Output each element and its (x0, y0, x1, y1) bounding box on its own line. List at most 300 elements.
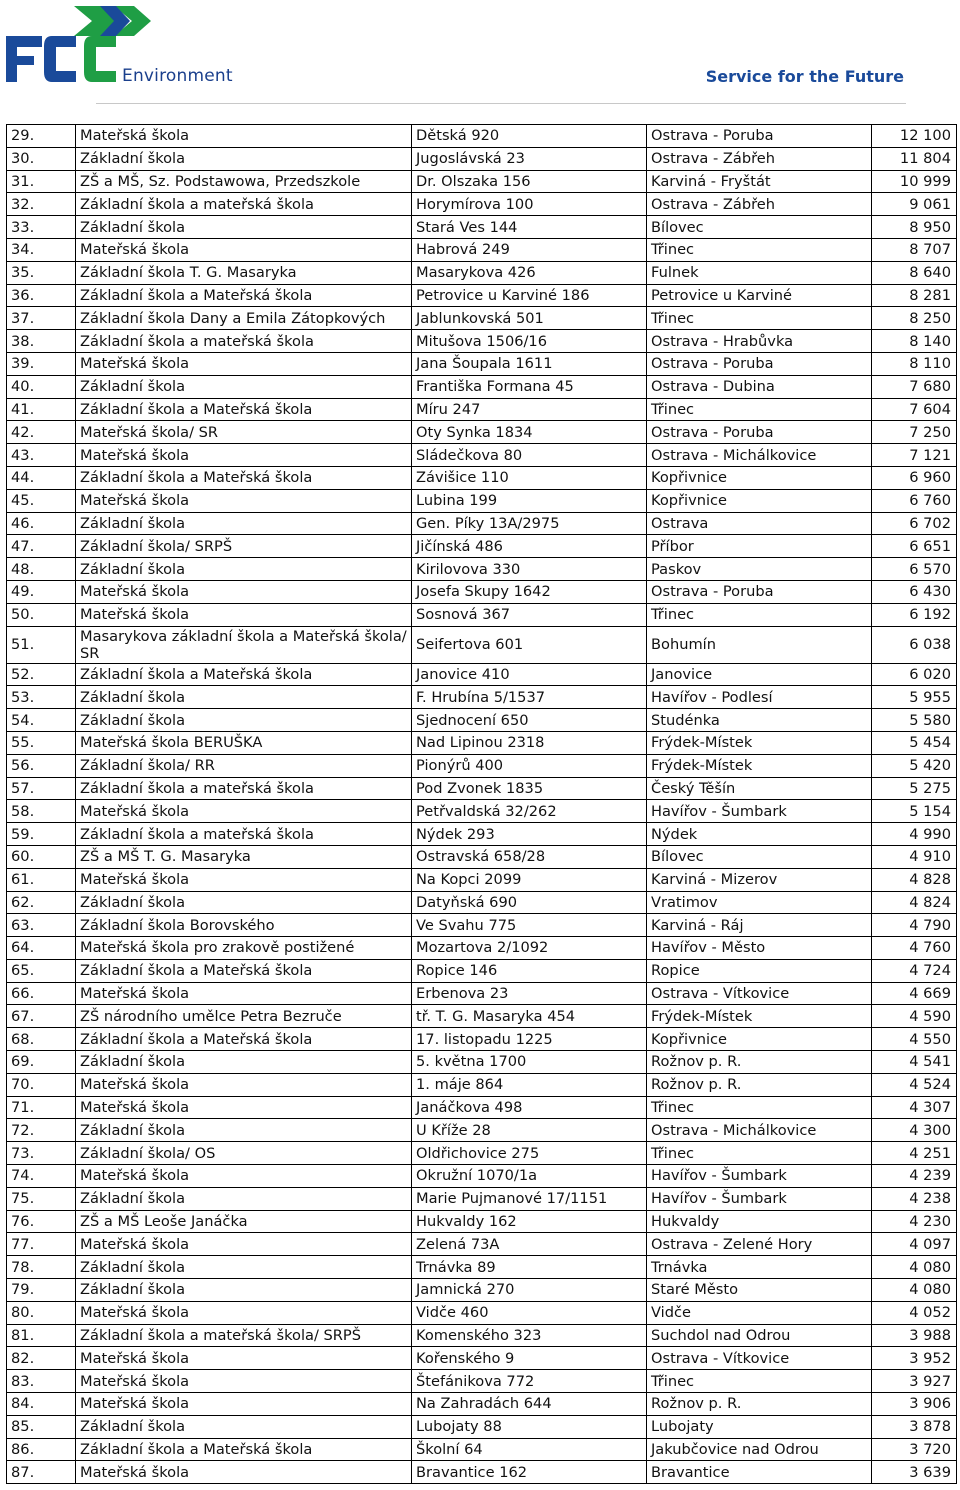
table-row (7, 914, 957, 937)
school-city: Bohumín (647, 626, 872, 663)
table-row (7, 535, 957, 558)
table-row (7, 754, 957, 777)
school-city: Bravantice (647, 1461, 872, 1484)
school-name: Základní škola/ OS (76, 1142, 412, 1165)
school-city: Havířov - Šumbark (647, 800, 872, 823)
school-address: Sládečkova 80 (412, 444, 647, 467)
school-city: Karviná - Fryštát (647, 170, 872, 193)
school-city: Ostrava - Poruba (647, 580, 872, 603)
school-value: 4 669 (872, 982, 957, 1005)
school-address: Jana Šoupala 1611 (412, 352, 647, 375)
row-number: 37. (7, 307, 76, 330)
school-value: 3 720 (872, 1438, 957, 1461)
row-number: 69. (7, 1051, 76, 1074)
school-value: 4 300 (872, 1119, 957, 1142)
school-city: Frýdek-Místek (647, 731, 872, 754)
table-row (7, 1142, 957, 1165)
school-city: Havířov - Šumbark (647, 1187, 872, 1210)
table-row (7, 663, 957, 686)
school-address: Na Zahradách 644 (412, 1393, 647, 1416)
table-row (7, 1370, 957, 1393)
school-address: Dětská 920 (412, 125, 647, 148)
school-address: Masarykova 426 (412, 261, 647, 284)
table-row (7, 444, 957, 467)
school-city: Třinec (647, 1370, 872, 1393)
school-name: Základní škola (76, 1415, 412, 1438)
table-row (7, 982, 957, 1005)
row-number: 46. (7, 512, 76, 535)
table-row (7, 466, 957, 489)
school-value: 5 580 (872, 709, 957, 732)
school-value: 6 702 (872, 512, 957, 535)
school-name: Základní škola Borovského (76, 914, 412, 937)
school-address: Bravantice 162 (412, 1461, 647, 1484)
school-address: Habrová 249 (412, 238, 647, 261)
school-address: Petřvaldská 32/262 (412, 800, 647, 823)
school-city: Karviná - Ráj (647, 914, 872, 937)
row-number: 76. (7, 1210, 76, 1233)
school-name: Mateřská škola pro zrakově postižené (76, 937, 412, 960)
school-address: Zelená 73A (412, 1233, 647, 1256)
table-row (7, 284, 957, 307)
school-value: 3 878 (872, 1415, 957, 1438)
row-number: 73. (7, 1142, 76, 1165)
school-address: Oldřichovice 275 (412, 1142, 647, 1165)
row-number: 40. (7, 375, 76, 398)
row-number: 81. (7, 1324, 76, 1347)
school-value: 4 080 (872, 1256, 957, 1279)
row-number: 53. (7, 686, 76, 709)
school-city: Ostrava - Michálkovice (647, 1119, 872, 1142)
row-number: 45. (7, 489, 76, 512)
row-number: 80. (7, 1301, 76, 1324)
table-row (7, 1051, 957, 1074)
row-number: 43. (7, 444, 76, 467)
school-city: Nýdek (647, 823, 872, 846)
school-value: 6 038 (872, 626, 957, 663)
school-city: Havířov - Podlesí (647, 686, 872, 709)
school-value: 4 990 (872, 823, 957, 846)
school-address: Závišice 110 (412, 466, 647, 489)
school-city: Příbor (647, 535, 872, 558)
school-value: 7 121 (872, 444, 957, 467)
row-number: 42. (7, 421, 76, 444)
table-row (7, 580, 957, 603)
school-name: Mateřská škola (76, 1096, 412, 1119)
row-number: 78. (7, 1256, 76, 1279)
school-name: Základní škola (76, 1187, 412, 1210)
school-city: Ostrava - Poruba (647, 125, 872, 148)
school-name: Mateřská škola (76, 982, 412, 1005)
school-city: Třinec (647, 1096, 872, 1119)
school-value: 8 281 (872, 284, 957, 307)
schools-table-wrapper (6, 124, 957, 1484)
school-city: Třinec (647, 307, 872, 330)
school-city: Vratimov (647, 891, 872, 914)
school-address: Janáčkova 498 (412, 1096, 647, 1119)
slogan: Service for the Future (705, 67, 904, 86)
school-name: Mateřská škola BERUŠKA (76, 731, 412, 754)
school-value: 4 524 (872, 1073, 957, 1096)
table-row (7, 512, 957, 535)
school-name: Základní škola/ SRPŠ (76, 535, 412, 558)
school-address: F. Hrubína 5/1537 (412, 686, 647, 709)
school-name: Základní škola a Mateřská škola (76, 466, 412, 489)
school-name: Základní škola a Mateřská škola (76, 398, 412, 421)
row-number: 36. (7, 284, 76, 307)
row-number: 32. (7, 193, 76, 216)
school-value: 6 430 (872, 580, 957, 603)
row-number: 75. (7, 1187, 76, 1210)
page-header (0, 0, 960, 112)
table-row (7, 845, 957, 868)
row-number: 47. (7, 535, 76, 558)
school-address: Školní 64 (412, 1438, 647, 1461)
school-name: ZŠ a MŠ T. G. Masaryka (76, 845, 412, 868)
school-city: Rožnov p. R. (647, 1393, 872, 1416)
school-value: 3 906 (872, 1393, 957, 1416)
school-value: 4 052 (872, 1301, 957, 1324)
school-address: Mozartova 2/1092 (412, 937, 647, 960)
school-value: 5 955 (872, 686, 957, 709)
school-city: Ostrava - Zelené Hory (647, 1233, 872, 1256)
school-value: 4 910 (872, 845, 957, 868)
school-value: 4 790 (872, 914, 957, 937)
school-name: Základní škola Dany a Emila Zátopkových (76, 307, 412, 330)
table-row (7, 1119, 957, 1142)
school-name: Mateřská škola (76, 1301, 412, 1324)
school-name: Základní škola a mateřská škola (76, 193, 412, 216)
school-city: Studénka (647, 709, 872, 732)
row-number: 84. (7, 1393, 76, 1416)
row-number: 68. (7, 1028, 76, 1051)
school-address: Sosnová 367 (412, 603, 647, 626)
school-name: Základní škola a Mateřská škola (76, 663, 412, 686)
school-address: Františka Formana 45 (412, 375, 647, 398)
school-name: Základní škola (76, 375, 412, 398)
school-value: 4 828 (872, 868, 957, 891)
row-number: 50. (7, 603, 76, 626)
school-value: 8 707 (872, 238, 957, 261)
school-value: 4 590 (872, 1005, 957, 1028)
row-number: 66. (7, 982, 76, 1005)
school-city: Frýdek-Místek (647, 1005, 872, 1028)
row-number: 85. (7, 1415, 76, 1438)
row-number: 35. (7, 261, 76, 284)
school-name: Základní škola (76, 1279, 412, 1302)
school-address: Na Kopci 2099 (412, 868, 647, 891)
table-row (7, 421, 957, 444)
table-row (7, 937, 957, 960)
row-number: 49. (7, 580, 76, 603)
row-number: 60. (7, 845, 76, 868)
school-address: 1. máje 864 (412, 1073, 647, 1096)
school-address: 17. listopadu 1225 (412, 1028, 647, 1051)
row-number: 29. (7, 125, 76, 148)
school-value: 6 651 (872, 535, 957, 558)
school-address: Josefa Skupy 1642 (412, 580, 647, 603)
table-row (7, 1279, 957, 1302)
table-row (7, 959, 957, 982)
school-city: Ostrava - Michálkovice (647, 444, 872, 467)
school-name: Mateřská škola (76, 444, 412, 467)
school-city: Ostrava (647, 512, 872, 535)
table-row (7, 1233, 957, 1256)
school-city: Kopřivnice (647, 1028, 872, 1051)
school-address: Ve Svahu 775 (412, 914, 647, 937)
school-city: Ostrava - Poruba (647, 421, 872, 444)
table-row (7, 1096, 957, 1119)
school-name: Základní škola (76, 147, 412, 170)
school-value: 5 454 (872, 731, 957, 754)
school-name: Mateřská škola (76, 1347, 412, 1370)
school-value: 6 020 (872, 663, 957, 686)
school-city: Rožnov p. R. (647, 1051, 872, 1074)
school-name: Základní škola a Mateřská škola (76, 1438, 412, 1461)
row-number: 86. (7, 1438, 76, 1461)
school-value: 4 251 (872, 1142, 957, 1165)
row-number: 58. (7, 800, 76, 823)
school-value: 5 275 (872, 777, 957, 800)
school-city: Staré Město (647, 1279, 872, 1302)
school-address: Datyňská 690 (412, 891, 647, 914)
school-value: 5 420 (872, 754, 957, 777)
school-name: Základní škola a Mateřská škola (76, 284, 412, 307)
school-value: 12 100 (872, 125, 957, 148)
school-value: 4 541 (872, 1051, 957, 1074)
row-number: 83. (7, 1370, 76, 1393)
table-row (7, 800, 957, 823)
table-row (7, 1347, 957, 1370)
school-address: Pionýrů 400 (412, 754, 647, 777)
school-address: Jamnická 270 (412, 1279, 647, 1302)
row-number: 79. (7, 1279, 76, 1302)
school-city: Fulnek (647, 261, 872, 284)
table-row (7, 125, 957, 148)
row-number: 59. (7, 823, 76, 846)
school-value: 8 140 (872, 330, 957, 353)
table-row (7, 1438, 957, 1461)
school-city: Český Těšín (647, 777, 872, 800)
school-city: Třinec (647, 603, 872, 626)
school-name: Mateřská škola (76, 238, 412, 261)
school-address: Míru 247 (412, 398, 647, 421)
row-number: 82. (7, 1347, 76, 1370)
school-name: Základní škola (76, 1051, 412, 1074)
school-value: 4 238 (872, 1187, 957, 1210)
school-address: Jugoslávská 23 (412, 147, 647, 170)
school-name: Základní škola a mateřská škola (76, 777, 412, 800)
school-city: Třinec (647, 238, 872, 261)
school-address: Pod Zvonek 1835 (412, 777, 647, 800)
school-address: Mitušova 1506/16 (412, 330, 647, 353)
table-row (7, 731, 957, 754)
table-row (7, 193, 957, 216)
row-number: 74. (7, 1165, 76, 1188)
row-number: 33. (7, 216, 76, 239)
table-row (7, 823, 957, 846)
school-address: Horymírova 100 (412, 193, 647, 216)
school-city: Třinec (647, 398, 872, 421)
school-value: 4 824 (872, 891, 957, 914)
school-name: Základní škola a Mateřská škola (76, 959, 412, 982)
school-name: Mateřská škola (76, 125, 412, 148)
school-city: Ostrava - Vítkovice (647, 982, 872, 1005)
school-address: U Kříže 28 (412, 1119, 647, 1142)
table-row (7, 1165, 957, 1188)
row-number: 30. (7, 147, 76, 170)
header-divider (96, 103, 906, 104)
school-name: Mateřská škola (76, 1370, 412, 1393)
table-row (7, 1005, 957, 1028)
school-city: Ostrava - Poruba (647, 352, 872, 375)
school-city: Hukvaldy (647, 1210, 872, 1233)
school-name: Základní škola (76, 686, 412, 709)
school-name: Mateřská škola (76, 580, 412, 603)
school-name: Základní škola (76, 512, 412, 535)
school-value: 7 250 (872, 421, 957, 444)
school-address: Petrovice u Karviné 186 (412, 284, 647, 307)
school-city: Ostrava - Zábřeh (647, 147, 872, 170)
row-number: 57. (7, 777, 76, 800)
school-value: 4 080 (872, 1279, 957, 1302)
row-number: 64. (7, 937, 76, 960)
school-address: Hukvaldy 162 (412, 1210, 647, 1233)
school-address: Ropice 146 (412, 959, 647, 982)
school-name: Základní škola a mateřská škola/ SRPŠ (76, 1324, 412, 1347)
school-city: Třinec (647, 1142, 872, 1165)
table-row (7, 170, 957, 193)
school-value: 4 230 (872, 1210, 957, 1233)
school-city: Frýdek-Místek (647, 754, 872, 777)
school-address: Dr. Olszaka 156 (412, 170, 647, 193)
school-name: Mateřská škola (76, 1393, 412, 1416)
table-row (7, 238, 957, 261)
school-value: 7 680 (872, 375, 957, 398)
school-name: Základní škola (76, 558, 412, 581)
row-number: 52. (7, 663, 76, 686)
school-address: Kořenského 9 (412, 1347, 647, 1370)
school-name: Základní škola T. G. Masaryka (76, 261, 412, 284)
school-address: Jičínská 486 (412, 535, 647, 558)
school-value: 6 760 (872, 489, 957, 512)
school-city: Paskov (647, 558, 872, 581)
school-address: Lubina 199 (412, 489, 647, 512)
table-row (7, 330, 957, 353)
school-name: ZŠ a MŠ Leoše Janáčka (76, 1210, 412, 1233)
school-name: ZŠ národního umělce Petra Bezruče (76, 1005, 412, 1028)
row-number: 67. (7, 1005, 76, 1028)
row-number: 77. (7, 1233, 76, 1256)
row-number: 56. (7, 754, 76, 777)
school-city: Bílovec (647, 845, 872, 868)
school-address: Nad Lipinou 2318 (412, 731, 647, 754)
school-name: Masarykova základní škola a Mateřská škola/ SR (76, 626, 412, 663)
school-value: 6 960 (872, 466, 957, 489)
school-city: Jakubčovice nad Odrou (647, 1438, 872, 1461)
school-city: Ropice (647, 959, 872, 982)
school-address: Komenského 323 (412, 1324, 647, 1347)
school-city: Petrovice u Karviné (647, 284, 872, 307)
school-city: Rožnov p. R. (647, 1073, 872, 1096)
school-value: 8 950 (872, 216, 957, 239)
table-row (7, 147, 957, 170)
school-city: Kopřivnice (647, 489, 872, 512)
row-number: 39. (7, 352, 76, 375)
school-address: Sjednocení 650 (412, 709, 647, 732)
school-name: Mateřská škola (76, 1165, 412, 1188)
school-address: Štefánikova 772 (412, 1370, 647, 1393)
school-name: ZŠ a MŠ, Sz. Podstawowa, Przedszkole (76, 170, 412, 193)
school-value: 6 570 (872, 558, 957, 581)
school-value: 7 604 (872, 398, 957, 421)
school-address: Marie Pujmanové 17/1151 (412, 1187, 647, 1210)
school-value: 6 192 (872, 603, 957, 626)
school-value: 4 760 (872, 937, 957, 960)
table-row (7, 489, 957, 512)
school-value: 3 988 (872, 1324, 957, 1347)
row-number: 63. (7, 914, 76, 937)
school-name: Mateřská škola (76, 800, 412, 823)
table-row (7, 1393, 957, 1416)
school-city: Havířov - Město (647, 937, 872, 960)
school-name: Mateřská škola (76, 1073, 412, 1096)
school-value: 5 154 (872, 800, 957, 823)
school-name: Základní škola a mateřská škola (76, 823, 412, 846)
school-name: Mateřská škola/ SR (76, 421, 412, 444)
school-name: Základní škola (76, 216, 412, 239)
school-address: Erbenova 23 (412, 982, 647, 1005)
table-row (7, 709, 957, 732)
school-value: 4 307 (872, 1096, 957, 1119)
school-address: Nýdek 293 (412, 823, 647, 846)
school-city: Vidče (647, 1301, 872, 1324)
row-number: 44. (7, 466, 76, 489)
table-row (7, 1187, 957, 1210)
table-row (7, 1028, 957, 1051)
school-address: Okružní 1070/1a (412, 1165, 647, 1188)
table-row (7, 398, 957, 421)
table-row (7, 1301, 957, 1324)
schools-table (6, 124, 957, 1484)
table-row (7, 603, 957, 626)
school-address: Vidče 460 (412, 1301, 647, 1324)
school-name: Základní škola a mateřská škola (76, 330, 412, 353)
row-number: 87. (7, 1461, 76, 1484)
school-city: Lubojaty (647, 1415, 872, 1438)
row-number: 51. (7, 626, 76, 663)
school-address: Lubojaty 88 (412, 1415, 647, 1438)
table-row (7, 558, 957, 581)
school-address: tř. T. G. Masaryka 454 (412, 1005, 647, 1028)
row-number: 31. (7, 170, 76, 193)
table-row (7, 216, 957, 239)
school-value: 8 640 (872, 261, 957, 284)
table-row (7, 375, 957, 398)
table-row (7, 1461, 957, 1484)
row-number: 34. (7, 238, 76, 261)
row-number: 54. (7, 709, 76, 732)
table-row (7, 307, 957, 330)
row-number: 41. (7, 398, 76, 421)
row-number: 71. (7, 1096, 76, 1119)
table-row (7, 1415, 957, 1438)
school-value: 4 097 (872, 1233, 957, 1256)
school-name: Mateřská škola (76, 352, 412, 375)
school-value: 3 639 (872, 1461, 957, 1484)
school-city: Ostrava - Hrabůvka (647, 330, 872, 353)
school-value: 8 110 (872, 352, 957, 375)
